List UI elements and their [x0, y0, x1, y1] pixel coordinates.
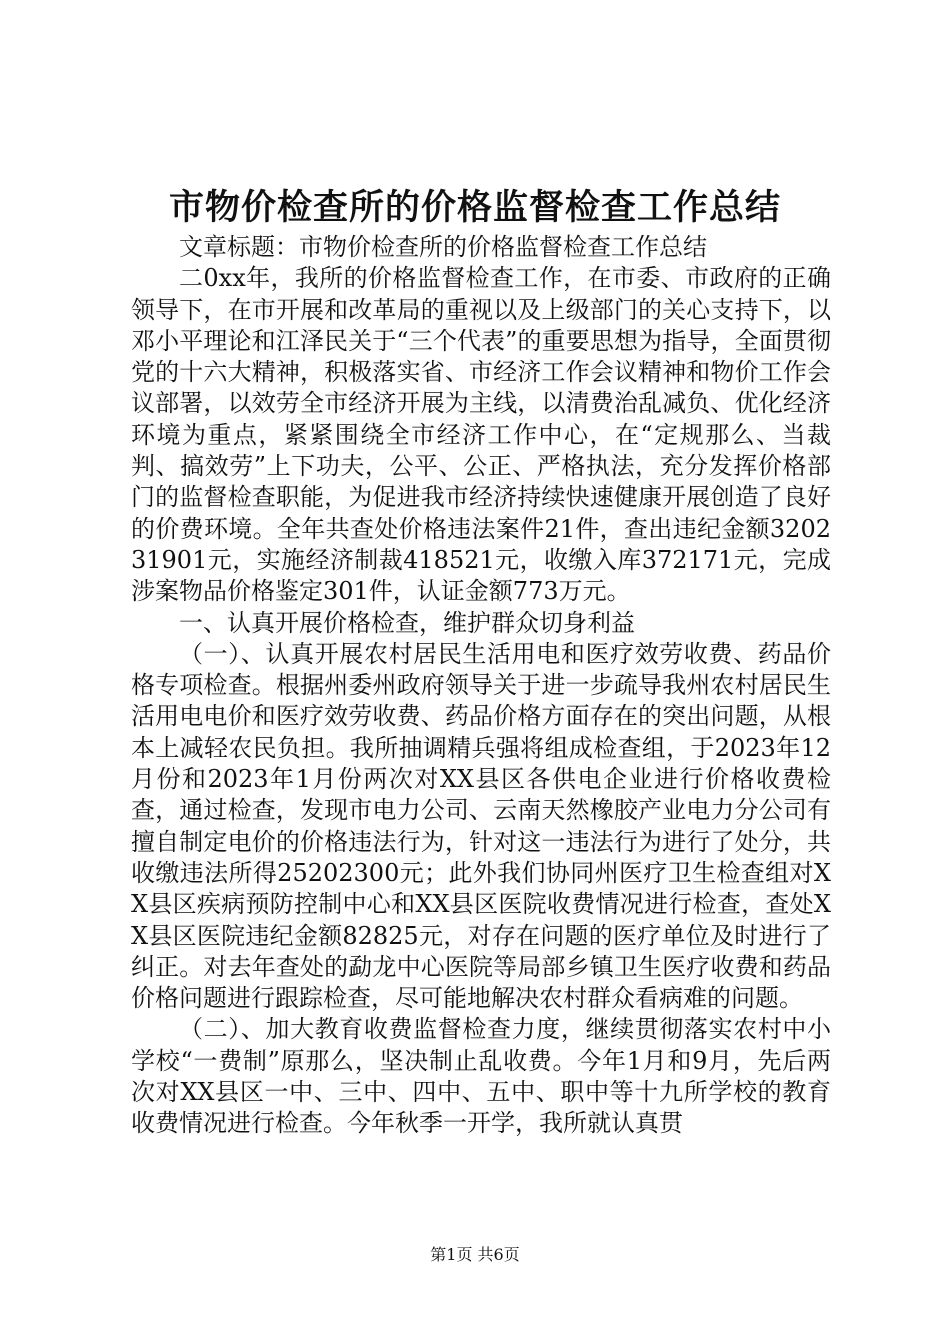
paragraph-intro: 二0xx年，我所的价格监督检查工作，在市委、市政府的正确领导下，在市开展和改革局的重视以及上级部门的关心支持下，以邓小平理论和江泽民关于“三个代表”的重要思想为指导，全面贯彻党的十六大精神，积极落实省、市经济工作会议精神和物价工作会议部署，以效劳全市经济开展为主线，以清费治乱减负、优化经济环境为重点，紧紧围绕全市经济工作中心，在“定规那么、当裁判、搞效劳”上下功夫，公平、公正、严格执法，充分发挥价格部门的监督检查职能，为促进我市经济持续快速健康开展创造了良好的价费环境。全年共查处价格违法案件21件，查出违纪金额320231901元，实施经济制裁418521元，收缴入库372171元，完成涉案物品价格鉴定301件，认证金额773万元。: [131, 264, 831, 606]
page-number-footer: 第1页 共6页: [430, 1245, 520, 1264]
paragraph-subsection-1: （一）、认真开展农村居民生活用电和医疗效劳收费、药品价格专项检查。根据州委州政府领导关于进一步疏导我州农村居民生活用电电价和医疗效劳收费、药品价格方面存在的突出问题，从根本上减轻农民负担。我所抽调精兵强将组成检查组，于2023年12月份和2023年1月份两次对XX县区各供电企业进行价格收费检查，通过检查，发现市电力公司、云南天然橡胶产业电力分公司有擅自制定电价的价格违法行为，针对这一违法行为进行了处分，共收缴违法所得25202300元；此外我们协同州医疗卫生检查组对XX县区疾病预防控制中心和XX县区医院收费情况进行检查，查处XX县区医院违纪金额82825元，对存在问题的医疗单位及时进行了纠正。对去年查处的勐龙中心医院等局部乡镇卫生医疗收费和药品价格问题进行跟踪检查，尽可能地解决农村群众看病难的问题。: [131, 639, 831, 1013]
document-title: 市物价检查所的价格监督检查工作总结: [168, 187, 781, 228]
article-title-line: 文章标题：市物价检查所的价格监督检查工作总结: [179, 233, 707, 261]
section-heading-1: 一、认真开展价格检查，维护群众切身利益: [179, 608, 635, 637]
paragraph-subsection-2: （二）、加大教育收费监督检查力度，继续贯彻落实农村中小学校“一费制”原那么，坚决制止乱收费。今年1月和9月，先后两次对XX县区一中、三中、四中、五中、职中等十九所学校的教育收费情况进行检查。今年秋季一开学，我所就认真贯: [131, 1015, 831, 1138]
document-body: [131, 232, 831, 1140]
